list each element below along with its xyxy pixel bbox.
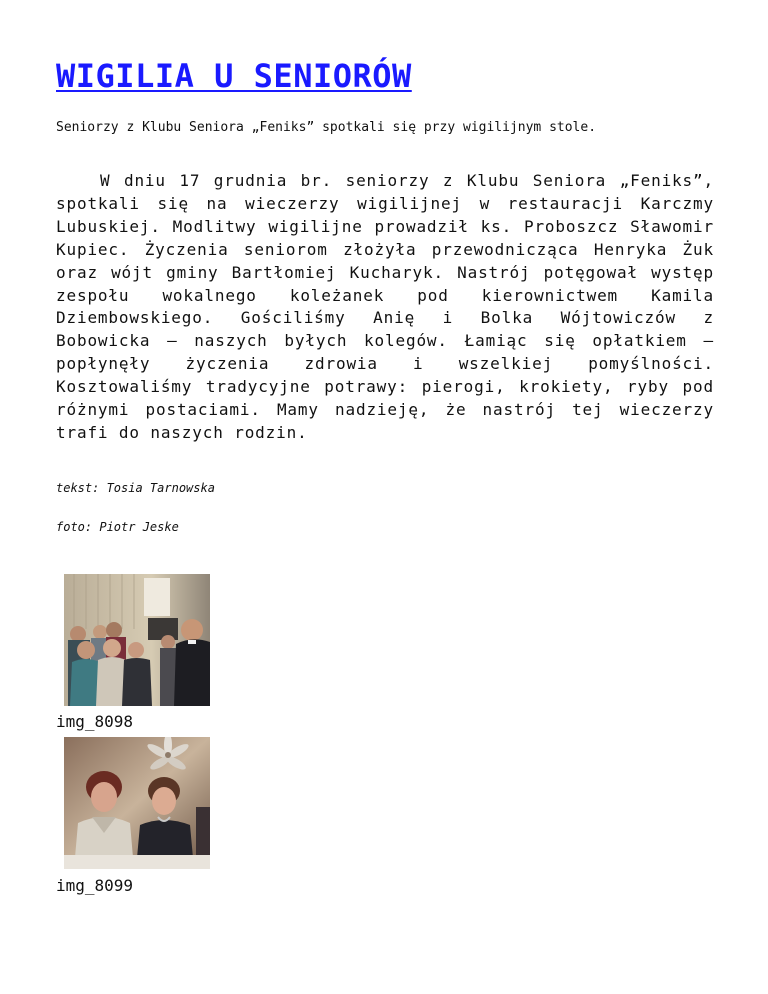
gallery-photo-img-8099[interactable] (64, 737, 210, 869)
photo-image (64, 737, 210, 869)
article-body: W dniu 17 grudnia br. seniorzy z Klubu Seniora „Feniks”, spotkali się na wieczerzy wigilijnej w restauracji Karczmy Lubuskiej. Modlitwy wigilijne prowadził ks. Proboszcz Sławomir Kupiec. Życzenia seniorom złożyła przewodnicząca Henryka Żuk oraz wójt gminy Bartłomiej Kucharyk. Nastrój potęgował występ zespołu wokalnego koleżanek pod kierownictwem Kamila Dziembowskiego. Gościliśmy Anię i Bolka Wójtowiczów z Bobowicka – naszych byłych kolegów. Łamiąc się opłatkiem – popłynęły życzenia zdrowia i wszelkiej pomyślności. Kosztowaliśmy tradycyjne potrawy: pierogi, krokiety, ryby pod różnymi postaciami. Mamy nadzieję, że nastrój tej wieczerzy trafi do naszych rodzin. (56, 171, 714, 442)
photo-credit: foto: Piotr Jeske (56, 520, 179, 534)
article-lead: Seniorzy z Klubu Seniora „Feniks” spotkali się przy wigilijnym stole. (56, 120, 597, 135)
article-title-link[interactable]: WIGILIA U SENIORÓW (56, 57, 412, 95)
photo-caption: img_8098 (56, 712, 134, 731)
photo-image (64, 574, 210, 706)
photo-caption: img_8099 (56, 876, 134, 895)
gallery-photo-img-8098[interactable] (64, 574, 210, 706)
text-credit: tekst: Tosia Tarnowska (56, 481, 215, 495)
